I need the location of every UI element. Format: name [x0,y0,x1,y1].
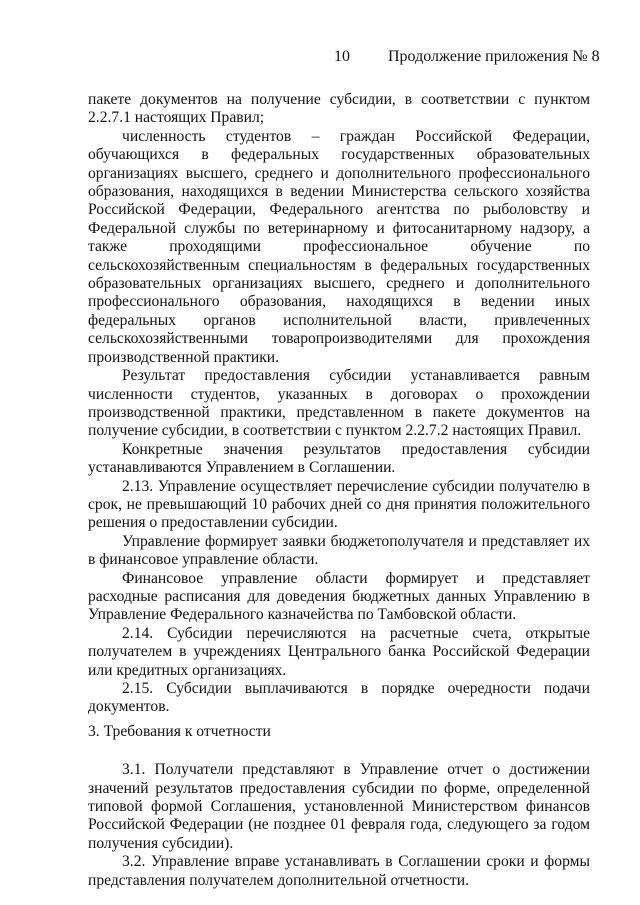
paragraph: численность студентов – граждан Российской Федерации, обучающихся в федеральных государственных образовательных организациях высшего, среднего и дополнительного профессионального образования, находящихся в ведении Министерства сельского хозяйства Российской Федерации, Федерального агентства по рыболовству и Федеральной службы по ветеринарному и фитосанитарному надзору, а также проходящими профессиональное обучение по сельскохозяйственным специальностям в федеральных государственных образовательных организациях высшего, среднего и дополнительного профессионального образования, находящихся в ведении иных федеральных органов исполнительной власти, привлеченных сельскохозяйственными товаропроизводителями для прохождения производственной практики. [88,127,590,366]
paragraph: 3.2. Управление вправе устанавливать в Соглашении сроки и формы представления получателем дополнительной отчетности. [88,853,590,889]
document-body [88,91,590,890]
paragraph: пакете документов на получение субсидии, в соответствии с пунктом 2.2.7.1 настоящих Правил; [88,91,590,127]
paragraph: 2.15. Субсидии выплачиваются в порядке очередности подачи документов. [88,680,590,716]
paragraph: 2.13. Управление осуществляет перечисление субсидии получателю в срок, не превышающий 10 рабочих дней со дня принятия положительного решения о предоставлении субсидии. [88,477,590,532]
section-title: 3. Требования к отчетности [88,722,271,740]
paragraph: Результат предоставления субсидии устанавливается равным численности студентов, указанных в договорах о прохождении производственной практики, представленном в пакете документов на получение субсидии, в соответствии с пунктом 2.2.7.2 настоящих Правил. [88,367,590,440]
page-header [0,48,640,72]
appendix-label: Продолжение приложения № 8 [388,48,600,65]
paragraph: 2.14. Субсидии перечисляются на расчетные счета, открытые получателем в учреждениях Центрального банка Российской Федерации или кредитных организациях. [88,624,590,679]
paragraph: 3.1. Получатели представляют в Управление отчет о достижении значений результатов предоставления субсидии по форме, определенной типовой формой Соглашения, установленной Министерством финансов Российской Федерации (не позднее 01 февраля года, следующего за годом получения субсидии). [88,761,590,852]
paragraph: Управление формирует заявки бюджетополучателя и представляет их в финансовое управление области. [88,532,590,569]
page-number: 10 [334,48,350,65]
paragraph: Финансовое управление области формирует и представляет расходные расписания для доведения бюджетных данных Управлению в Управление Федерального казначейства по Тамбовской области. [88,569,590,624]
paragraph: Конкретные значения результатов предоставления субсидии устанавливаются Управлением в Соглашении. [88,440,590,477]
